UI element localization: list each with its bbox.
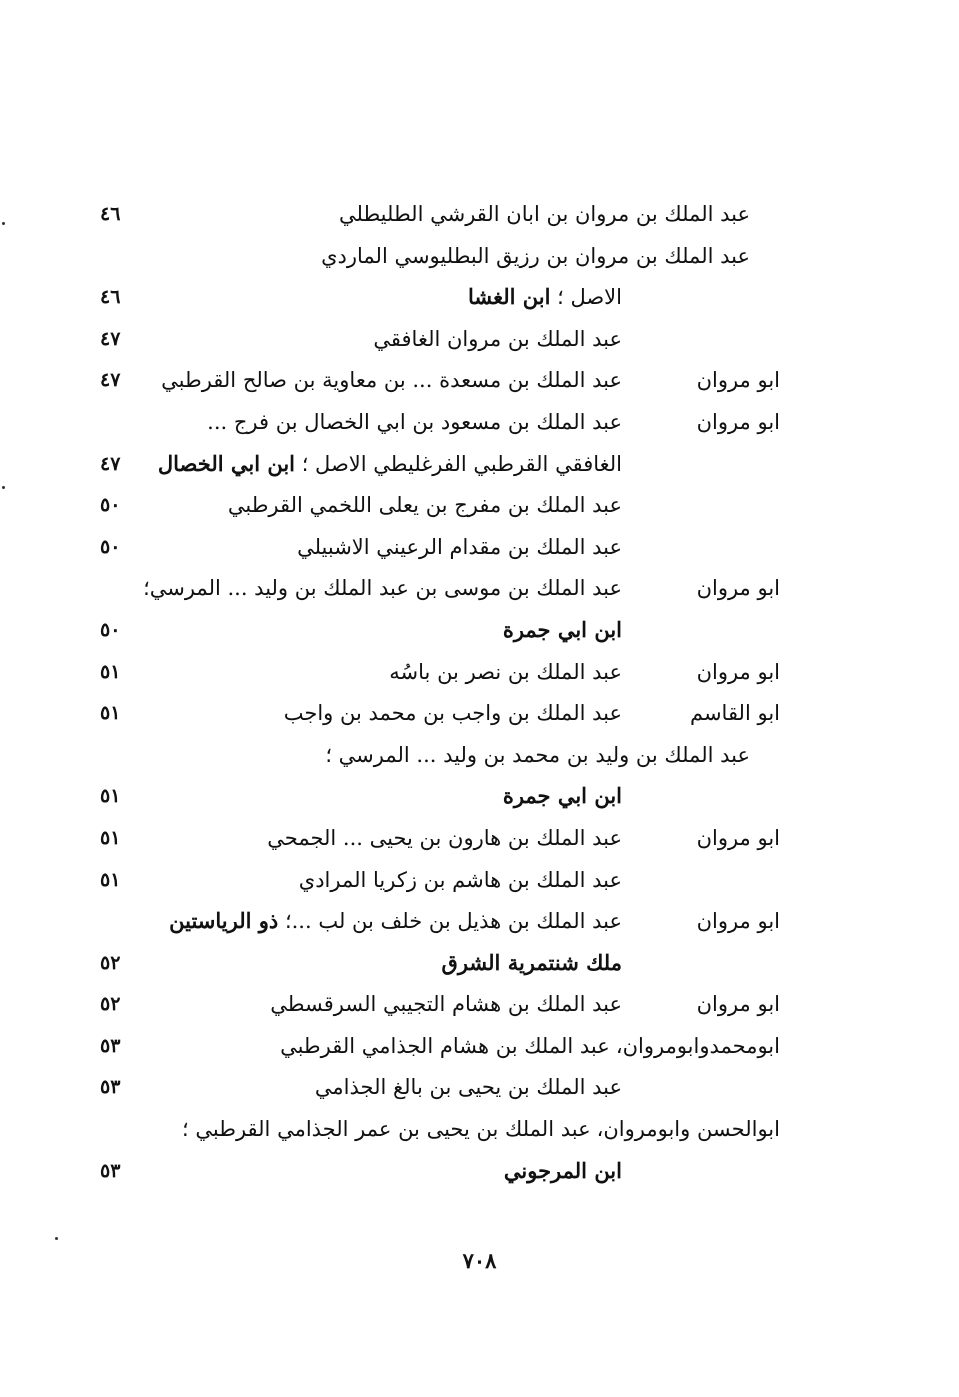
index-entry <box>90 238 780 280</box>
index-entry <box>90 279 780 321</box>
entry-name <box>373 321 622 357</box>
entry-kunya: ابو مروان <box>696 409 780 434</box>
entry-page-ref: ٤٦ <box>100 203 121 225</box>
entry-name <box>339 196 750 232</box>
index-entry <box>90 820 780 862</box>
entry-page-ref: ٥٠ <box>100 618 121 641</box>
index-entry <box>90 737 780 779</box>
entry-name <box>284 695 622 731</box>
entry-kunya: ابو مروان <box>696 659 780 684</box>
entry-name-bold: ابن ابي جمرة <box>502 783 622 809</box>
entry-name-text: عبد الملك بن واجب بن محمد بن واجب <box>283 701 622 726</box>
entry-name <box>169 903 622 939</box>
entry-kunya: ابو مروان <box>696 368 780 393</box>
index-entry <box>90 695 780 737</box>
entry-name-bold: ابن الغشا <box>467 284 551 310</box>
entry-name <box>158 446 622 482</box>
entry-name <box>143 570 622 606</box>
entry-page-ref: ٥٣ <box>100 1076 121 1099</box>
entry-page-ref: ٥٢ <box>100 993 121 1016</box>
index-entry <box>90 404 780 446</box>
entry-page-ref: ٥١ <box>100 702 121 725</box>
scan-speck <box>2 486 5 489</box>
entry-page-ref: ٥٣ <box>100 1034 121 1057</box>
entry-name-text: الغافقي القرطبي الفرغليطي الاصل ؛ <box>295 451 622 476</box>
index-entry <box>90 986 780 1028</box>
entry-page-ref: ٥٠ <box>100 494 121 517</box>
entry-name <box>297 529 622 565</box>
entry-kunya: ابو مروان <box>696 576 780 601</box>
index-entry <box>90 1153 780 1195</box>
entry-name-text: عبد الملك بن مروان الغافقي <box>373 326 622 351</box>
entry-name <box>182 1111 780 1147</box>
entry-name <box>503 778 622 814</box>
index-list <box>90 196 780 1194</box>
entry-name-bold: ذو الرياستين <box>169 908 279 934</box>
entry-page-ref: ٥٢ <box>100 951 121 974</box>
entry-page-ref: ٥١ <box>100 660 121 683</box>
entry-name-text: عبد الملك بن هذيل بن خلف بن لب ...؛ <box>278 909 622 934</box>
index-entry <box>90 1028 780 1070</box>
entry-kunya: ابو مروان <box>696 992 780 1017</box>
entry-page-ref: ٥١ <box>100 868 121 891</box>
index-entry <box>90 654 780 696</box>
entry-kunya-inline: ابومحمدوابومروان، <box>615 1033 780 1058</box>
entry-kunya: ابو مروان <box>696 909 780 934</box>
page-number: ٧٠٨ <box>462 1248 497 1273</box>
entry-name-text: عبد الملك بن مسعدة ... بن معاوية بن صالح القرطبي <box>161 368 622 393</box>
index-entry <box>90 1069 780 1111</box>
index-entry <box>90 612 780 654</box>
entry-page-ref: ٥٠ <box>100 535 121 558</box>
entry-name-text: عبد الملك بن مفرج بن يعلى اللخمي القرطبي <box>227 493 622 518</box>
entry-name <box>299 862 622 898</box>
index-entry <box>90 321 780 363</box>
entry-page-ref: ٤٧ <box>100 369 121 392</box>
entry-page-ref: ٥١ <box>100 826 121 849</box>
entry-name-text: عبد الملك بن نصر بن باسُه <box>389 659 622 684</box>
index-entry <box>90 945 780 987</box>
entry-page-ref: ٤٦ <box>100 286 121 309</box>
entry-name-text: الاصل ؛ <box>550 285 622 310</box>
index-entry <box>90 196 780 238</box>
entry-name-bold: ملك شنتمرية الشرق <box>441 949 622 975</box>
entry-name-text: عبد الملك بن وليد بن محمد بن وليد ... المرسي ؛ <box>325 742 750 767</box>
entry-name <box>504 1153 622 1189</box>
entry-name-text: عبد الملك بن هشام الجذامي القرطبي <box>280 1033 610 1058</box>
entry-name <box>325 737 750 773</box>
entry-name <box>321 238 750 274</box>
index-entry <box>90 446 780 488</box>
entry-name <box>280 1028 780 1064</box>
entry-kunya: ابو القاسم <box>689 701 780 726</box>
index-entry <box>90 1111 780 1153</box>
entry-name-text: عبد الملك بن هارون بن يحيى ... الجمحي <box>267 825 622 850</box>
index-entry <box>90 862 780 904</box>
entry-name <box>503 612 622 648</box>
entry-name <box>207 404 622 440</box>
entry-name-text: عبد الملك بن هشام التجيبي السرقسطي <box>270 992 622 1017</box>
entry-name-bold: ابن ابي الخصال <box>157 450 296 476</box>
entry-page-ref: ٥٣ <box>100 1159 121 1182</box>
entry-name-text: عبد الملك بن مسعود بن ابي الخصال بن فرج ... <box>207 409 622 434</box>
entry-name <box>228 487 622 523</box>
index-entry <box>90 903 780 945</box>
entry-name <box>270 986 622 1022</box>
scan-speck <box>55 1237 58 1240</box>
entry-page-ref: ٤٧ <box>100 327 121 350</box>
entry-kunya: ابو مروان <box>696 825 780 850</box>
entry-page-ref: ٥١ <box>100 785 121 808</box>
index-entry <box>90 778 780 820</box>
index-entry <box>90 529 780 571</box>
entry-page-ref: ٤٧ <box>100 452 121 475</box>
entry-name-text: عبد الملك بن مروان بن رزيق البطليوسي الماردي <box>321 243 750 268</box>
entry-name-text: عبد الملك بن هاشم بن زكريا المرادي <box>298 867 622 892</box>
index-entry <box>90 487 780 529</box>
entry-name <box>389 654 622 690</box>
index-entry <box>90 362 780 404</box>
entry-name <box>267 820 622 856</box>
index-entry <box>90 570 780 612</box>
entry-name <box>442 945 622 981</box>
entry-name-text: عبد الملك بن موسى بن عبد الملك بن وليد ... المرسي؛ <box>143 576 622 601</box>
entry-name <box>315 1069 622 1105</box>
entry-name-text: عبد الملك بن يحيى بن عمر الجذامي القرطبي ؛ <box>182 1117 591 1142</box>
scan-speck <box>2 222 5 225</box>
entry-name-bold: ابن المرجوني <box>503 1157 622 1183</box>
entry-name-text: عبد الملك بن مروان بن ابان القرشي الطليطلي <box>338 202 750 226</box>
entry-name-text: عبد الملك بن يحيى بن بالغ الجذامي <box>314 1075 622 1100</box>
entry-name-bold: ابن ابي جمرة <box>502 616 622 642</box>
entry-name <box>161 362 622 398</box>
entry-kunya-inline: ابوالحسن وابومروان، <box>596 1117 780 1142</box>
entry-name-text: عبد الملك بن مقدام الرعيني الاشبيلي <box>297 534 622 559</box>
entry-name <box>468 279 622 315</box>
